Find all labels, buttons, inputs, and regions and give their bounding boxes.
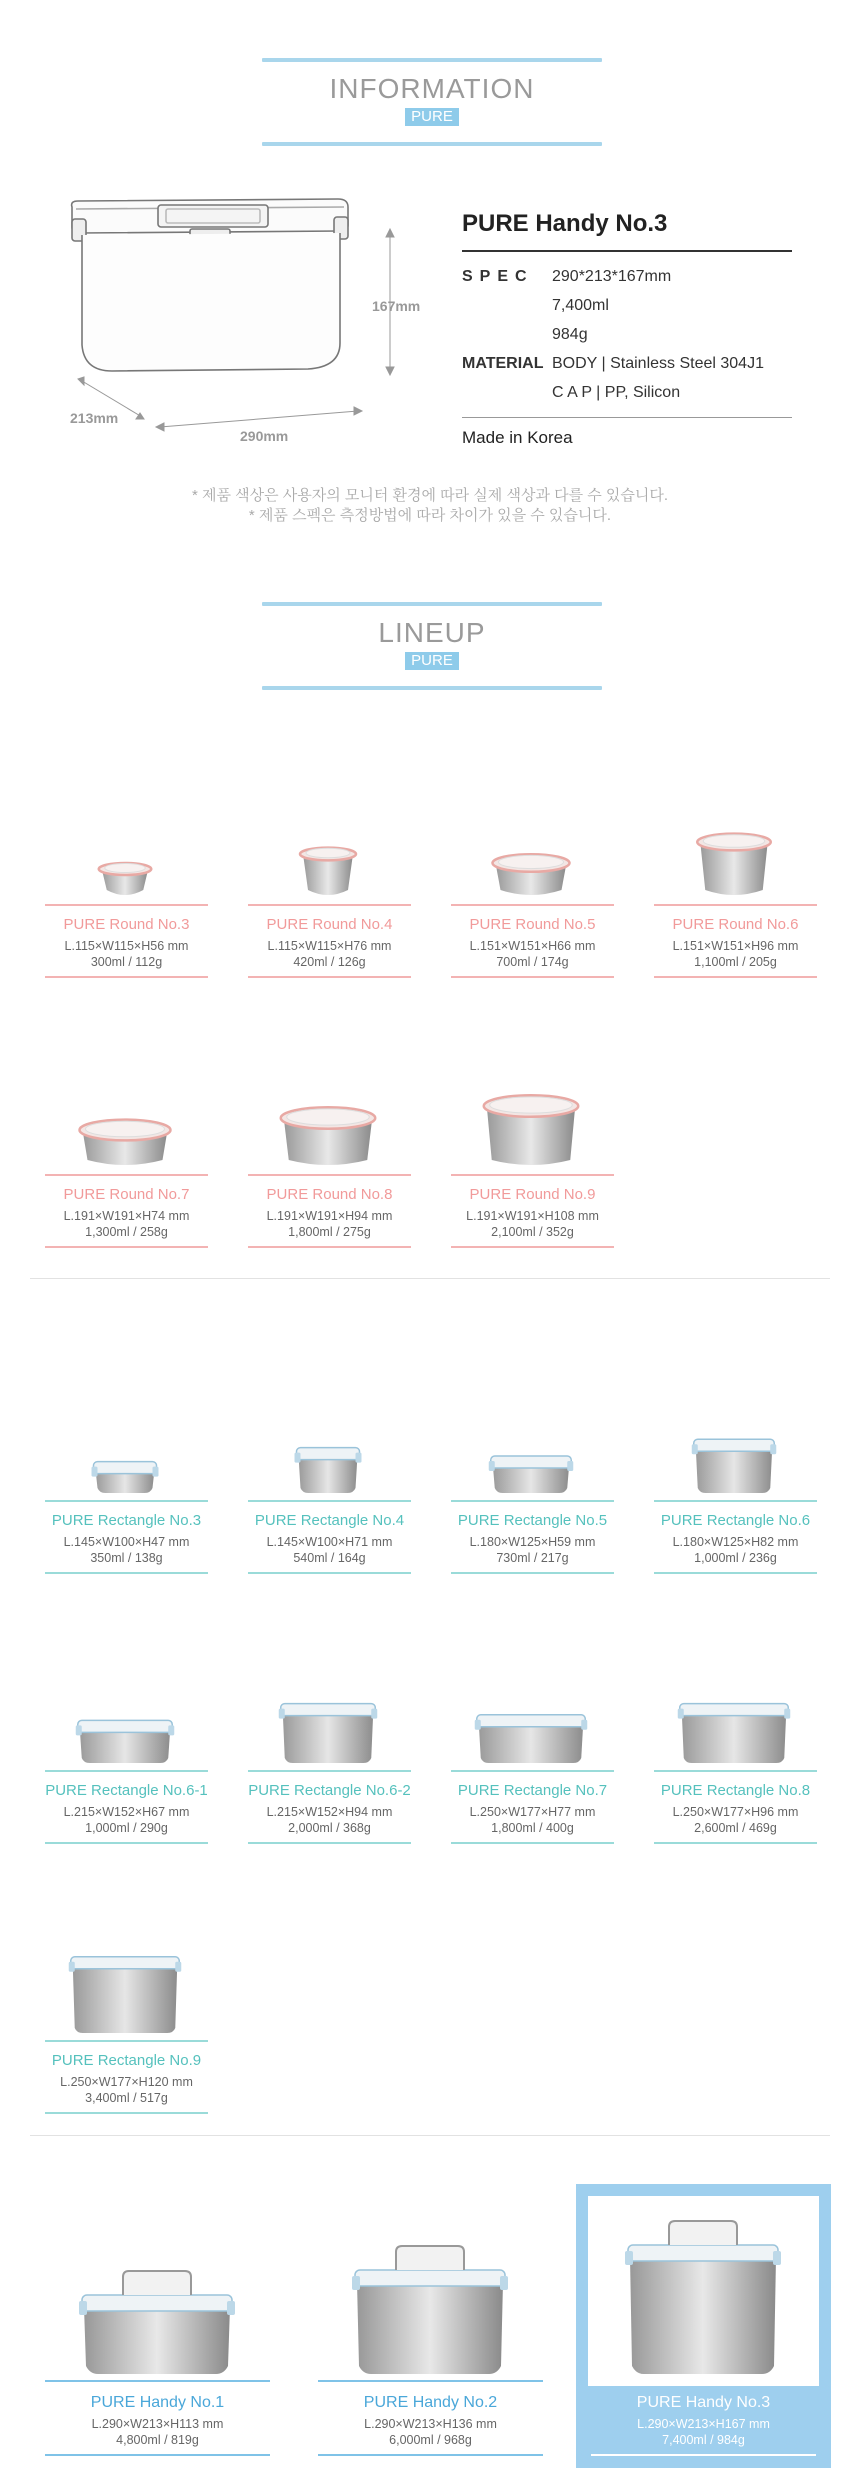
product-name: PURE Round No.8 — [266, 1186, 393, 1203]
rectangle-product-card — [451, 1666, 614, 1844]
card-bottom-line — [451, 1246, 614, 1248]
handy-product-card — [45, 2200, 270, 2456]
round-product-card — [248, 800, 411, 978]
product-name: PURE Rectangle No.4 — [254, 1512, 405, 1529]
product-name: PURE Rectangle No.6-1 — [45, 1782, 208, 1799]
card-top-line — [45, 2380, 270, 2382]
card-top-line — [654, 904, 817, 906]
card-top-line — [451, 904, 614, 906]
product-image — [248, 1396, 411, 1496]
product-volume-weight: 300ml / 112g — [90, 955, 163, 969]
product-image — [248, 1666, 411, 1766]
product-volume-weight: 7,400ml / 984g — [662, 2433, 745, 2447]
card-bottom-line — [654, 1842, 817, 1844]
lineup-tag: PURE — [405, 652, 459, 670]
rectangle-container-image — [654, 1666, 817, 1766]
product-image — [45, 1070, 208, 1170]
card-top-line — [45, 904, 208, 906]
card-top-line — [591, 2380, 816, 2382]
product-name: PURE Handy No.2 — [363, 2394, 498, 2411]
card-top-line — [654, 1500, 817, 1502]
rectangle-product-card — [248, 1666, 411, 1844]
product-name: PURE Rectangle No.7 — [457, 1782, 608, 1799]
round-product-card — [45, 800, 208, 978]
round-container-image — [451, 800, 614, 900]
card-bottom-line — [45, 1572, 208, 1574]
round-product-card — [654, 800, 817, 978]
rectangle-product-card — [45, 1666, 208, 1844]
information-title: INFORMATION — [329, 73, 535, 104]
round-container-image — [248, 1070, 411, 1170]
product-dimensions: L.290×W213×H136 mm — [364, 2417, 497, 2431]
product-name: PURE Round No.9 — [469, 1186, 596, 1203]
handy-container-image — [45, 2200, 270, 2380]
card-top-line — [45, 2040, 208, 2042]
product-name: PURE Handy No.3 — [636, 2394, 771, 2411]
header-line-bottom — [262, 142, 602, 146]
rectangle-container-image — [451, 1666, 614, 1766]
card-bottom-line — [45, 976, 208, 978]
card-top-line — [248, 1500, 411, 1502]
handy-product-card — [318, 2200, 543, 2456]
product-dimensions: L.145×W100×H47 mm — [63, 1535, 190, 1549]
round-container-image — [451, 1070, 614, 1170]
information-header — [262, 58, 602, 146]
product-image — [654, 1396, 817, 1496]
product-volume-weight: 2,100ml / 352g — [491, 1225, 574, 1239]
card-top-line — [45, 1174, 208, 1176]
card-bottom-line — [451, 1842, 614, 1844]
product-volume-weight: 420ml / 126g — [293, 955, 366, 969]
product-image — [45, 800, 208, 900]
product-dimensions: L.215×W152×H67 mm — [63, 1805, 190, 1819]
round-container-image — [45, 800, 208, 900]
product-volume-weight: 1,000ml / 290g — [85, 1821, 168, 1835]
round-container-image — [654, 800, 817, 900]
product-name: PURE Round No.7 — [63, 1186, 190, 1203]
card-bottom-line — [654, 1572, 817, 1574]
rectangle-container-image — [248, 1666, 411, 1766]
round-container-image — [248, 800, 411, 900]
card-bottom-line — [451, 1572, 614, 1574]
material-label: MATERIAL — [462, 355, 544, 372]
product-name: PURE Rectangle No.3 — [51, 1512, 202, 1529]
product-volume-weight: 1,300ml / 258g — [85, 1225, 168, 1239]
rectangle-product-card — [654, 1666, 817, 1844]
card-top-line — [654, 1770, 817, 1772]
product-image — [451, 1070, 614, 1170]
card-top-line — [451, 1174, 614, 1176]
card-bottom-line — [451, 976, 614, 978]
product-dimensions: L.115×W115×H56 mm — [64, 939, 189, 953]
rectangle-product-card — [654, 1396, 817, 1574]
product-dimensions: L.180×W125×H59 mm — [469, 1535, 596, 1549]
product-dimensions: L.145×W100×H71 mm — [266, 1535, 393, 1549]
rectangle-container-image — [45, 1396, 208, 1496]
card-top-line — [248, 1770, 411, 1772]
product-image — [654, 1666, 817, 1766]
product-dimensions: L.250×W177×H120 mm — [60, 2075, 193, 2089]
product-dimensions: L.115×W115×H76 mm — [267, 939, 392, 953]
product-name: PURE Round No.6 — [672, 916, 799, 933]
product-name: PURE Rectangle No.8 — [660, 1782, 811, 1799]
product-dimensions: L.250×W177×H77 mm — [469, 1805, 596, 1819]
spec-block — [462, 210, 792, 448]
card-bottom-line — [45, 2112, 208, 2114]
spec-value: 984g — [552, 326, 588, 343]
product-dimension-drawing — [50, 195, 440, 455]
card-bottom-line — [248, 1842, 411, 1844]
product-name: PURE Rectangle No.5 — [457, 1512, 608, 1529]
width-label: 213mm — [70, 410, 119, 426]
header-line-bottom — [262, 686, 602, 690]
note-line: * 제품 스펙은 측정방법에 따라 차이가 있을 수 있습니다. — [248, 507, 612, 524]
product-name: PURE Rectangle No.9 — [51, 2052, 202, 2069]
card-bottom-line — [248, 1246, 411, 1248]
material-value: BODY | Stainless Steel 304J1 — [552, 355, 764, 372]
rectangle-container-image — [248, 1396, 411, 1496]
rectangle-product-card — [45, 1396, 208, 1574]
handy-product-card — [591, 2200, 816, 2456]
product-image — [248, 1070, 411, 1170]
product-dimensions: L.290×W213×H167 mm — [637, 2417, 770, 2431]
product-image — [248, 800, 411, 900]
product-dimensions: L.191×W191×H108 mm — [466, 1209, 599, 1223]
spec-label: SPEC — [462, 268, 534, 285]
product-dimensions: L.180×W125×H82 mm — [672, 1535, 799, 1549]
round-product-card — [248, 1070, 411, 1248]
made-in: Made in Korea — [462, 417, 792, 448]
header-line-top — [262, 602, 602, 606]
card-bottom-line — [248, 1572, 411, 1574]
product-image — [591, 2200, 816, 2380]
handy-container-image — [318, 2200, 543, 2380]
product-image — [451, 1666, 614, 1766]
product-volume-weight: 4,800ml / 819g — [116, 2433, 199, 2447]
card-top-line — [248, 1174, 411, 1176]
product-image — [45, 1396, 208, 1496]
header-line-top — [262, 58, 602, 62]
card-bottom-line — [248, 976, 411, 978]
handy-container-image — [591, 2200, 816, 2380]
card-bottom-line — [318, 2454, 543, 2456]
divider — [30, 2135, 830, 2136]
product-dimensions: L.191×W191×H74 mm — [63, 1209, 190, 1223]
note-line: * 제품 색상은 사용자의 모니터 환경에 따라 실제 색상과 다를 수 있습니다. — [191, 487, 669, 504]
card-bottom-line — [45, 2454, 270, 2456]
round-product-card — [451, 1070, 614, 1248]
product-volume-weight: 700ml / 174g — [496, 955, 569, 969]
material-value: C A P | PP, Silicon — [552, 384, 681, 401]
product-image — [45, 2200, 270, 2380]
lineup-title: LINEUP — [378, 617, 486, 648]
product-dimensions: L.191×W191×H94 mm — [266, 1209, 393, 1223]
length-label: 290mm — [240, 428, 289, 444]
rectangle-product-card — [451, 1396, 614, 1574]
round-product-card — [45, 1070, 208, 1248]
product-image — [318, 2200, 543, 2380]
product-volume-weight: 730ml / 217g — [496, 1551, 569, 1565]
information-tag: PURE — [405, 108, 459, 126]
card-top-line — [248, 904, 411, 906]
spec-value: 7,400ml — [552, 297, 609, 314]
rectangle-container-image — [451, 1396, 614, 1496]
product-image — [451, 800, 614, 900]
rectangle-product-card — [45, 1936, 208, 2114]
product-volume-weight: 6,000ml / 968g — [389, 2433, 472, 2447]
card-bottom-line — [45, 1842, 208, 1844]
card-top-line — [45, 1500, 208, 1502]
card-top-line — [45, 1770, 208, 1772]
rectangle-container-image — [654, 1396, 817, 1496]
product-volume-weight: 1,800ml / 400g — [491, 1821, 574, 1835]
card-bottom-line — [591, 2454, 816, 2456]
product-volume-weight: 1,800ml / 275g — [288, 1225, 371, 1239]
product-dimensions: L.215×W152×H94 mm — [266, 1805, 393, 1819]
product-name: PURE Rectangle No.6-2 — [248, 1782, 411, 1799]
rectangle-container-image — [45, 1666, 208, 1766]
card-bottom-line — [654, 976, 817, 978]
product-volume-weight: 2,600ml / 469g — [694, 1821, 777, 1835]
product-image — [45, 1936, 208, 2036]
divider — [30, 1278, 830, 1279]
card-top-line — [451, 1770, 614, 1772]
card-bottom-line — [45, 1246, 208, 1248]
product-dimensions: L.250×W177×H96 mm — [672, 1805, 799, 1819]
product-image — [654, 800, 817, 900]
product-volume-weight: 2,000ml / 368g — [288, 1821, 371, 1835]
product-image — [451, 1396, 614, 1496]
rectangle-container-image — [45, 1936, 208, 2036]
product-volume-weight: 1,000ml / 236g — [694, 1551, 777, 1565]
product-dimensions: L.151×W151×H96 mm — [672, 939, 799, 953]
spec-table — [462, 262, 792, 407]
product-name: PURE Handy No.1 — [90, 2394, 225, 2411]
product-name: PURE Rectangle No.6 — [660, 1512, 811, 1529]
product-name: PURE Handy No.3 — [462, 210, 792, 252]
product-volume-weight: 1,100ml / 205g — [694, 955, 777, 969]
product-dimensions: L.151×W151×H66 mm — [469, 939, 596, 953]
rectangle-product-card — [248, 1396, 411, 1574]
card-top-line — [451, 1500, 614, 1502]
product-dimensions: L.290×W213×H113 mm — [91, 2417, 224, 2431]
product-name: PURE Round No.3 — [63, 916, 190, 933]
spec-value: 290*213*167mm — [552, 268, 672, 285]
card-top-line — [318, 2380, 543, 2382]
round-product-card — [451, 800, 614, 978]
notes — [0, 486, 860, 526]
height-label: 167mm — [372, 298, 421, 314]
product-name: PURE Round No.4 — [266, 916, 393, 933]
product-image — [45, 1666, 208, 1766]
lineup-header — [262, 602, 602, 690]
product-volume-weight: 540ml / 164g — [293, 1551, 366, 1565]
round-container-image — [45, 1070, 208, 1170]
product-volume-weight: 3,400ml / 517g — [85, 2091, 168, 2105]
product-volume-weight: 350ml / 138g — [90, 1551, 163, 1565]
product-name: PURE Round No.5 — [469, 916, 596, 933]
